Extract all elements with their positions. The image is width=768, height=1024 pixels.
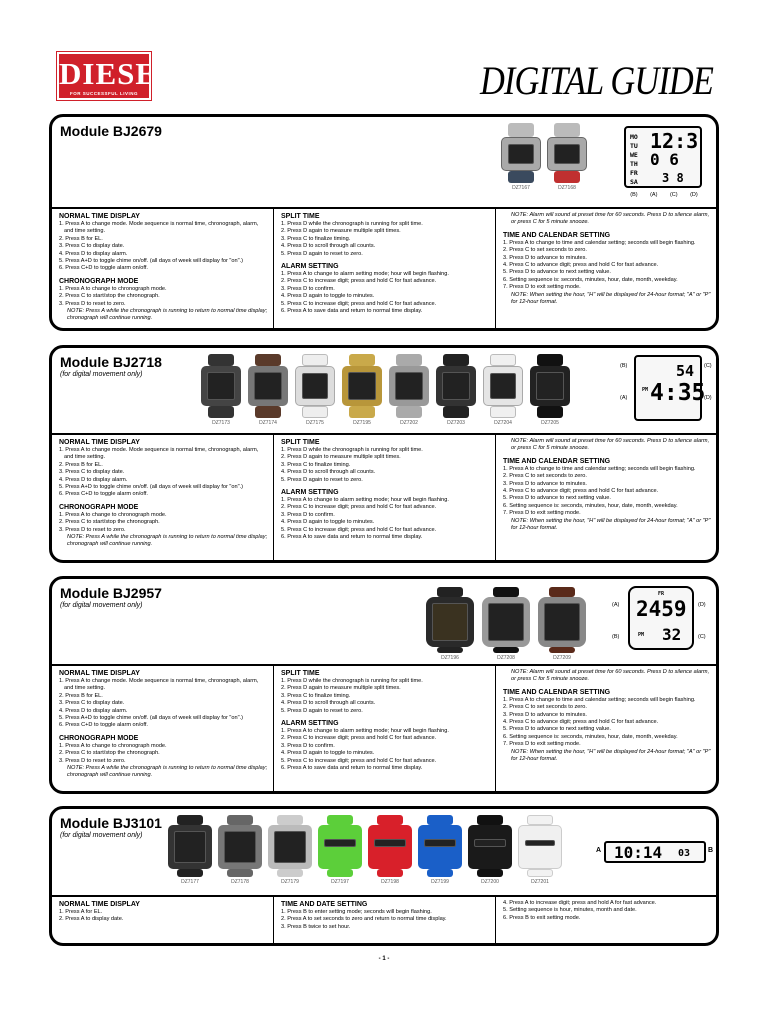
instruction-line: 2. Press C to increase digit; press and hold C for fast advance. (281, 278, 437, 285)
section-heading: ALARM SETTING (281, 720, 339, 728)
button-label: (B) (630, 192, 638, 198)
section-heading: SPLIT TIME (281, 670, 320, 677)
instruction-line: 1. Press A to change to time and calendar setting; seconds will begin flashing. (503, 239, 696, 246)
model-label: DZ7173 (212, 420, 230, 426)
instruction-line: 1. Press A to change mode. Mode sequence is normal time, chronograph, alarm, and time setting. (59, 221, 259, 235)
instruction-line: 5. Press C to increase digit; press and hold C for fast advance. (281, 757, 437, 764)
section-heading: SPLIT TIME (281, 439, 320, 446)
day-label: TH (630, 160, 638, 168)
instruction-line: 4. Press D to scroll through all counts. (281, 700, 376, 707)
lcd-time: 10:14 (614, 843, 663, 862)
section-heading: TIME AND DATE SETTING (281, 901, 368, 908)
instruction-line: 1. Press D while the chronograph is running for split time. (281, 221, 423, 227)
instruction-line: 7. Press D to exit setting mode. (503, 284, 581, 291)
day-label: MO (630, 133, 638, 141)
model-label: DZ7177 (181, 879, 199, 885)
instruction-line: 2. Press C to start/stop the chronograph. (59, 293, 160, 300)
lcd-pm: PM (642, 387, 649, 393)
note: NOTE: Alarm will sound at preset time for 60 seconds. Press D to silence alarm, or press C for 5 minute snooze. (511, 438, 710, 452)
instruction-line: 2. Press C to increase digit; press and hold C for fast advance. (281, 504, 437, 511)
module-bj2679 (49, 114, 719, 331)
model-label: DZ7179 (281, 879, 299, 885)
instruction-line: 3. Press C to display date. (59, 243, 125, 250)
module-title: Module BJ2679 (60, 123, 162, 139)
page-title: DIGITAL GUIDE (479, 58, 713, 103)
model-label: DZ7174 (259, 420, 277, 426)
instruction-line: 6. Press A to save data and return to normal time display. (281, 765, 423, 772)
instructions (52, 664, 716, 791)
instruction-line: 6. Setting sequence is: seconds, minutes, hour, date, month, weekday. (503, 733, 678, 740)
instruction-line: 1. Press A to change to time and calendar setting; seconds will begin flashing. (503, 465, 696, 472)
instruction-line: 4. Press D to scroll through all counts. (281, 469, 376, 476)
instruction-line: 2. Press B for EL. (59, 461, 103, 468)
instruction-line: 1. Press A to change to chronograph mode. (59, 742, 167, 749)
note: NOTE: Alarm will sound at preset time for 60 seconds. Press D to silence alarm, or press C for 5 minute snooze. (511, 212, 710, 226)
instruction-line: 2. Press C to set seconds to zero. (503, 247, 587, 254)
module-subtitle: (for digital movement only) (60, 371, 143, 378)
model-label: DZ7167 (512, 185, 530, 191)
section-heading: TIME AND CALENDAR SETTING (503, 231, 611, 239)
diesel-logo (57, 52, 179, 100)
model-label: DZ7175 (306, 420, 324, 426)
instruction-line: 6. Press A to save data and return to normal time display. (281, 308, 423, 315)
note: NOTE: Press A while the chronograph is running to return to normal time display; chronograph will continue running. (67, 765, 268, 779)
instruction-line: 4. Press C to advance digit; press and hold C for fast advance. (503, 719, 659, 726)
instruction-line: 6. Setting sequence is: seconds, minutes, hour, date, month, weekday. (503, 276, 678, 283)
lcd-seconds: 32 (662, 625, 682, 644)
instruction-line: 4. Press A to increase digit; press and hold A for fast advance. (503, 900, 657, 906)
watch-row (200, 354, 571, 426)
instruction-line: 3. Press C to display date. (59, 700, 125, 707)
instructions (52, 895, 716, 943)
instruction-line: 6. Setting sequence is: seconds, minutes, hour, date, month, weekday. (503, 502, 678, 509)
lcd-pm: PM (638, 632, 645, 638)
instruction-line: 5. Press D again to reset to zero. (281, 250, 363, 257)
instruction-line: 1. Press A to change to alarm setting mode; hour will begin flashing. (281, 497, 449, 504)
section-heading: CHRONOGRAPH MODE (59, 277, 139, 285)
button-label: (A) (620, 395, 628, 401)
instruction-line: 1. Press D while the chronograph is running for split time. (281, 447, 423, 453)
button-label: (A) (612, 602, 620, 608)
button-label: (C) (669, 192, 678, 198)
section-heading: ALARM SETTING (281, 489, 339, 497)
model-label: DZ7209 (553, 655, 571, 661)
instruction-line: 1. Press A to change to time and calendar setting; seconds will begin flashing. (503, 696, 696, 703)
module-subtitle: (for digital movement only) (60, 602, 143, 609)
model-label: DZ7195 (353, 420, 371, 426)
instruction-line: 5. Press D to advance to next setting value. (503, 726, 611, 733)
instruction-line: 5. Press D again to reset to zero. (281, 476, 363, 483)
section-heading: CHRONOGRAPH MODE (59, 503, 139, 511)
module-subtitle: (for digital movement only) (60, 832, 143, 839)
page-number: - 1 - (378, 956, 390, 962)
model-label: DZ7203 (447, 420, 465, 426)
instruction-line: 3. Press B twice to set hour. (281, 923, 351, 930)
instruction-line: 5. Press D to advance to next setting value. (503, 269, 611, 276)
section-heading: ALARM SETTING (281, 263, 339, 271)
model-label: DZ7208 (497, 655, 515, 661)
instruction-line: 3. Press D to reset to zero. (59, 526, 126, 533)
instruction-line: 3. Press D to confirm. (281, 511, 335, 518)
instruction-line: 2. Press C to start/stop the chronograph. (59, 750, 160, 757)
model-label: DZ7197 (331, 879, 349, 885)
instruction-line: 5. Press D to advance to next setting value. (503, 495, 611, 502)
instruction-line: 5. Press D again to reset to zero. (281, 707, 363, 714)
instruction-line: 2. Press A to display date. (59, 916, 124, 923)
instructions (52, 433, 716, 560)
instruction-line: 4. Press D again to toggle to minutes. (281, 293, 375, 300)
module-bj3101 (49, 806, 719, 946)
instruction-line: 2. Press C to set seconds to zero. (503, 473, 587, 480)
instruction-line: 4. Press D to scroll through all counts. (281, 243, 376, 250)
button-label: (A) (650, 192, 658, 198)
button-label: A (596, 847, 602, 854)
instruction-line: 3. Press C to finalize timing. (281, 235, 351, 242)
instruction-line: 3. Press D to advance to minutes. (503, 480, 587, 487)
note: NOTE: When setting the hour, "H" will be displayed for 24-hour format; "A" or "P" for 12-hour format. (511, 291, 711, 306)
lcd-seconds: 54 (675, 362, 694, 380)
instruction-line: 5. Press C to increase digit; press and hold C for fast advance. (281, 300, 437, 307)
button-label: (C) (698, 634, 706, 640)
brand-tagline: FOR SUCCESSFUL LIVING (70, 91, 138, 96)
instruction-line: 7. Press D to exit setting mode. (503, 741, 581, 748)
instruction-line: 6. Press C+D to toggle alarm on/off. (59, 491, 148, 498)
instruction-line: 2. Press B for EL. (59, 692, 103, 699)
instruction-line: 4. Press D to display alarm. (59, 476, 128, 483)
brand-name: DIESEL (59, 56, 179, 91)
instruction-line: 1. Press A to change mode. Mode sequence is normal time, chronograph, alarm, and time setting. (59, 447, 259, 461)
instruction-line: 3. Press D to advance to minutes. (503, 711, 587, 718)
instruction-line: 2. Press C to increase digit; press and hold C for fast advance. (281, 735, 437, 742)
watch-row (426, 587, 586, 661)
display-diagram (620, 122, 712, 200)
instruction-line: 4. Press D again to toggle to minutes. (281, 519, 375, 526)
watch-image (546, 123, 588, 191)
watch-row (168, 815, 562, 885)
section-heading: TIME AND CALENDAR SETTING (503, 688, 611, 696)
note: NOTE: When setting the hour, "H" will be displayed for 24-hour format; "A" or "P" for 12-hour format. (511, 748, 711, 763)
lcd-time: 12:3 (650, 129, 699, 153)
instruction-line: 5. Press C to increase digit; press and hold C for fast advance. (281, 526, 437, 533)
instruction-line: 2. Press B for EL. (59, 235, 103, 242)
lcd-date: 0 6 (650, 150, 679, 169)
watch-image (500, 123, 542, 191)
instruction-line: 3. Press D to reset to zero. (59, 300, 126, 307)
instruction-line: 1. Press A to change to alarm setting mode; hour will begin flashing. (281, 271, 449, 278)
button-label: (D) (698, 602, 706, 608)
display-diagram (610, 582, 714, 654)
display-diagram (620, 351, 716, 427)
instruction-line: 1. Press A to change to alarm setting mode; hour will begin flashing. (281, 728, 449, 735)
section-heading: NORMAL TIME DISPLAY (59, 439, 140, 446)
instruction-line: 4. Press D to display alarm. (59, 707, 128, 714)
note: NOTE: Press A while the chronograph is running to return to normal time display; chronograph will continue running. (67, 534, 268, 548)
day-label: TU (630, 142, 638, 150)
instruction-line: 3. Press D to reset to zero. (59, 757, 126, 764)
module-title: Module BJ2718 (60, 354, 162, 370)
instruction-line: 6. Press C+D to toggle alarm on/off. (59, 722, 148, 729)
section-heading: TIME AND CALENDAR SETTING (503, 457, 611, 465)
model-label: DZ7202 (400, 420, 418, 426)
instruction-line: 6. Press B to exit setting mode. (503, 914, 581, 921)
instruction-line: 2. Press C to set seconds to zero. (503, 704, 587, 711)
instruction-line: 3. Press D to confirm. (281, 742, 335, 749)
button-label: (B) (620, 363, 628, 369)
model-label: DZ7200 (481, 879, 499, 885)
watch-row (500, 123, 588, 191)
note: NOTE: Alarm will sound at preset time for 60 seconds. Press D to silence alarm, or press C for 5 minute snooze. (511, 669, 710, 683)
section-heading: NORMAL TIME DISPLAY (59, 901, 140, 908)
instruction-line: 4. Press C to advance digit; press and hold C for fast advance. (503, 262, 659, 269)
button-label: B (708, 847, 714, 854)
instruction-line: 6. Press C+D to toggle alarm on/off. (59, 265, 148, 272)
note: NOTE: When setting the hour, "H" will be displayed for 24-hour format; "A" or "P" for 12-hour format. (511, 517, 711, 532)
instruction-line: 5. Press A+D to toggle chime on/off. (all days of week will display for "on".) (59, 715, 244, 722)
lcd-seconds: 03 (678, 848, 691, 859)
instruction-line: 1. Press D while the chronograph is running for split time. (281, 678, 423, 684)
note: NOTE: Press A while the chronograph is running to return to normal time display; chronograph will continue running. (67, 308, 268, 322)
button-label: (D) (690, 192, 698, 198)
model-label: DZ7198 (381, 879, 399, 885)
instruction-line: 1. Press A to change to chronograph mode. (59, 511, 167, 518)
model-label: DZ7205 (541, 420, 559, 426)
button-label: (C) (704, 363, 712, 369)
instruction-line: 4. Press C to advance digit; press and hold C for fast advance. (503, 488, 659, 495)
section-heading: CHRONOGRAPH MODE (59, 734, 139, 742)
instruction-line: 2. Press D again to measure multiple split times. (281, 685, 401, 692)
instruction-line: 2. Press D again to measure multiple split times. (281, 228, 401, 235)
instruction-line: 3. Press C to finalize timing. (281, 461, 351, 468)
display-diagram (596, 839, 716, 865)
instruction-line: 3. Press C to display date. (59, 469, 125, 476)
instruction-line: 7. Press D to exit setting mode. (503, 510, 581, 517)
instruction-line: 1. Press A to change to chronograph mode. (59, 285, 167, 292)
module-bj2957 (49, 576, 719, 794)
instruction-line: 1. Press A for EL. (59, 909, 103, 915)
lcd-time: 2459 (636, 597, 687, 621)
model-label: DZ7168 (558, 185, 576, 191)
instruction-line: 1. Press B to enter setting mode; seconds will begin flashing. (281, 909, 432, 915)
instruction-line: 3. Press D to advance to minutes. (503, 254, 587, 261)
day-label: SA (630, 178, 638, 186)
lcd-seconds: 3 8 (662, 171, 684, 185)
day-label: WE (630, 151, 638, 159)
instruction-line: 2. Press A to set seconds to zero and return to normal time display. (281, 916, 447, 923)
instruction-line: 2. Press D again to measure multiple split times. (281, 454, 401, 461)
instruction-line: 3. Press C to finalize timing. (281, 692, 351, 699)
section-heading: SPLIT TIME (281, 213, 320, 220)
instruction-line: 6. Press A to save data and return to normal time display. (281, 534, 423, 541)
module-title: Module BJ3101 (60, 815, 162, 831)
instruction-line: 1. Press A to change mode. Mode sequence is normal time, chronograph, alarm, and time setting. (59, 678, 259, 692)
instruction-line: 3. Press D to confirm. (281, 285, 335, 292)
model-label: DZ7199 (431, 879, 449, 885)
lcd-day: FR (658, 591, 665, 597)
instructions (52, 207, 716, 328)
day-label: FR (630, 169, 638, 177)
module-title: Module BJ2957 (60, 585, 162, 601)
instruction-line: 5. Press A+D to toggle chime on/off. (all days of week will display for "on".) (59, 484, 244, 491)
module-bj2718 (49, 345, 719, 563)
section-heading: NORMAL TIME DISPLAY (59, 670, 140, 677)
model-label: DZ7178 (231, 879, 249, 885)
instruction-line: 2. Press C to start/stop the chronograph. (59, 519, 160, 526)
model-label: DZ7204 (494, 420, 512, 426)
button-label: (D) (704, 395, 712, 401)
button-label: (B) (612, 634, 620, 640)
instruction-line: 4. Press D again to toggle to minutes. (281, 750, 375, 757)
model-label: DZ7196 (441, 655, 459, 661)
model-label: DZ7201 (531, 879, 549, 885)
instruction-line: 5. Press A+D to toggle chime on/off. (all days of week will display for "on".) (59, 258, 244, 265)
lcd-time: 4:35 (650, 380, 706, 406)
instruction-line: 5. Setting sequence is hour, minutes, month and date. (503, 907, 637, 914)
instruction-line: 4. Press D to display alarm. (59, 250, 128, 257)
section-heading: NORMAL TIME DISPLAY (59, 213, 140, 220)
